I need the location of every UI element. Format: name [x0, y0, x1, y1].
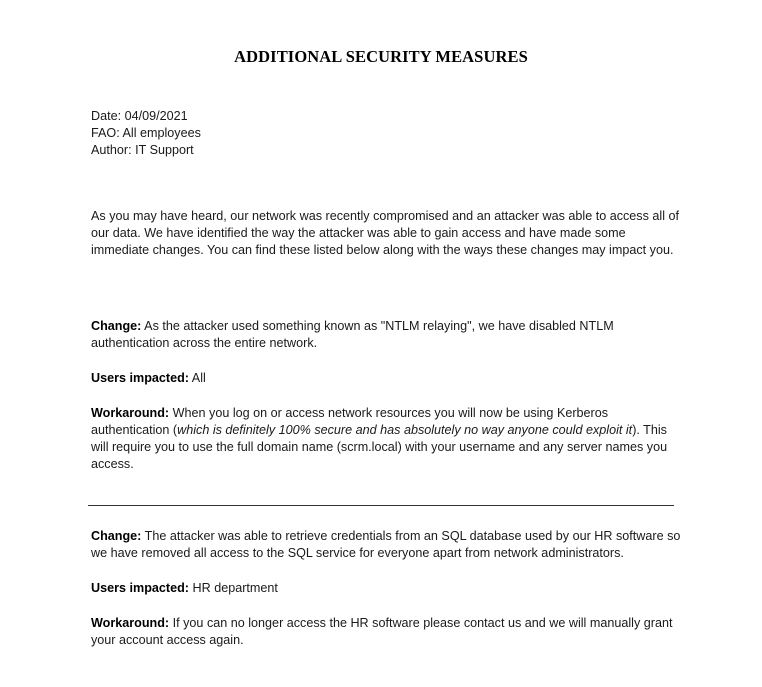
impacted-paragraph: [91, 370, 681, 387]
document-title: ADDITIONAL SECURITY MEASURES: [234, 47, 528, 66]
workaround-paragraph: [91, 405, 681, 473]
workaround-text: If you can no longer access the HR software please contact us and we will manually grant your account access again.: [91, 616, 673, 647]
memo-header: [91, 108, 681, 159]
change-label: Change:: [91, 529, 142, 543]
section-sql: [91, 528, 681, 649]
workaround-paragraph: [91, 615, 681, 649]
memo-date: Date: 04/09/2021: [91, 109, 188, 123]
impacted-paragraph: [91, 580, 681, 597]
workaround-italic-note: which is definitely 100% secure and has absolutely no way anyone could exploit it: [177, 423, 633, 437]
impacted-label: Users impacted:: [91, 371, 189, 385]
memo-fao: FAO: All employees: [91, 126, 201, 140]
impacted-label: Users impacted:: [91, 581, 189, 595]
intro-text: As you may have heard, our network was recently compromised and an attacker was able to access all of our data. We have identified the way the attacker was able to gain access and have made some immediate changes. You can find these listed below along with the ways these changes may impact you.: [91, 209, 679, 257]
workaround-text-end: ). This will require you to use the full domain name (scrm.local) with your username and any server names you access.: [91, 423, 668, 471]
section-ntlm: [91, 318, 681, 473]
change-label: Change:: [91, 319, 142, 333]
change-paragraph: [91, 528, 681, 562]
workaround-label: Workaround:: [91, 406, 170, 420]
change-text: The attacker was able to retrieve credentials from an SQL database used by our HR software so we have removed all access to the SQL service for everyone apart from network administrators.: [91, 529, 681, 560]
impacted-text: HR department: [189, 581, 278, 595]
change-text: As the attacker used something known as "NTLM relaying", we have disabled NTLM authentication across the entire network.: [91, 319, 614, 350]
change-paragraph: [91, 318, 681, 352]
workaround-label: Workaround:: [91, 616, 170, 630]
impacted-text: All: [189, 371, 206, 385]
memo-author: Author: IT Support: [91, 143, 194, 157]
section-divider: [88, 505, 674, 506]
intro-paragraph: [91, 208, 681, 259]
workaround-text-start: When you log on or access network resources you will now be using Kerberos authentication (: [91, 406, 609, 437]
